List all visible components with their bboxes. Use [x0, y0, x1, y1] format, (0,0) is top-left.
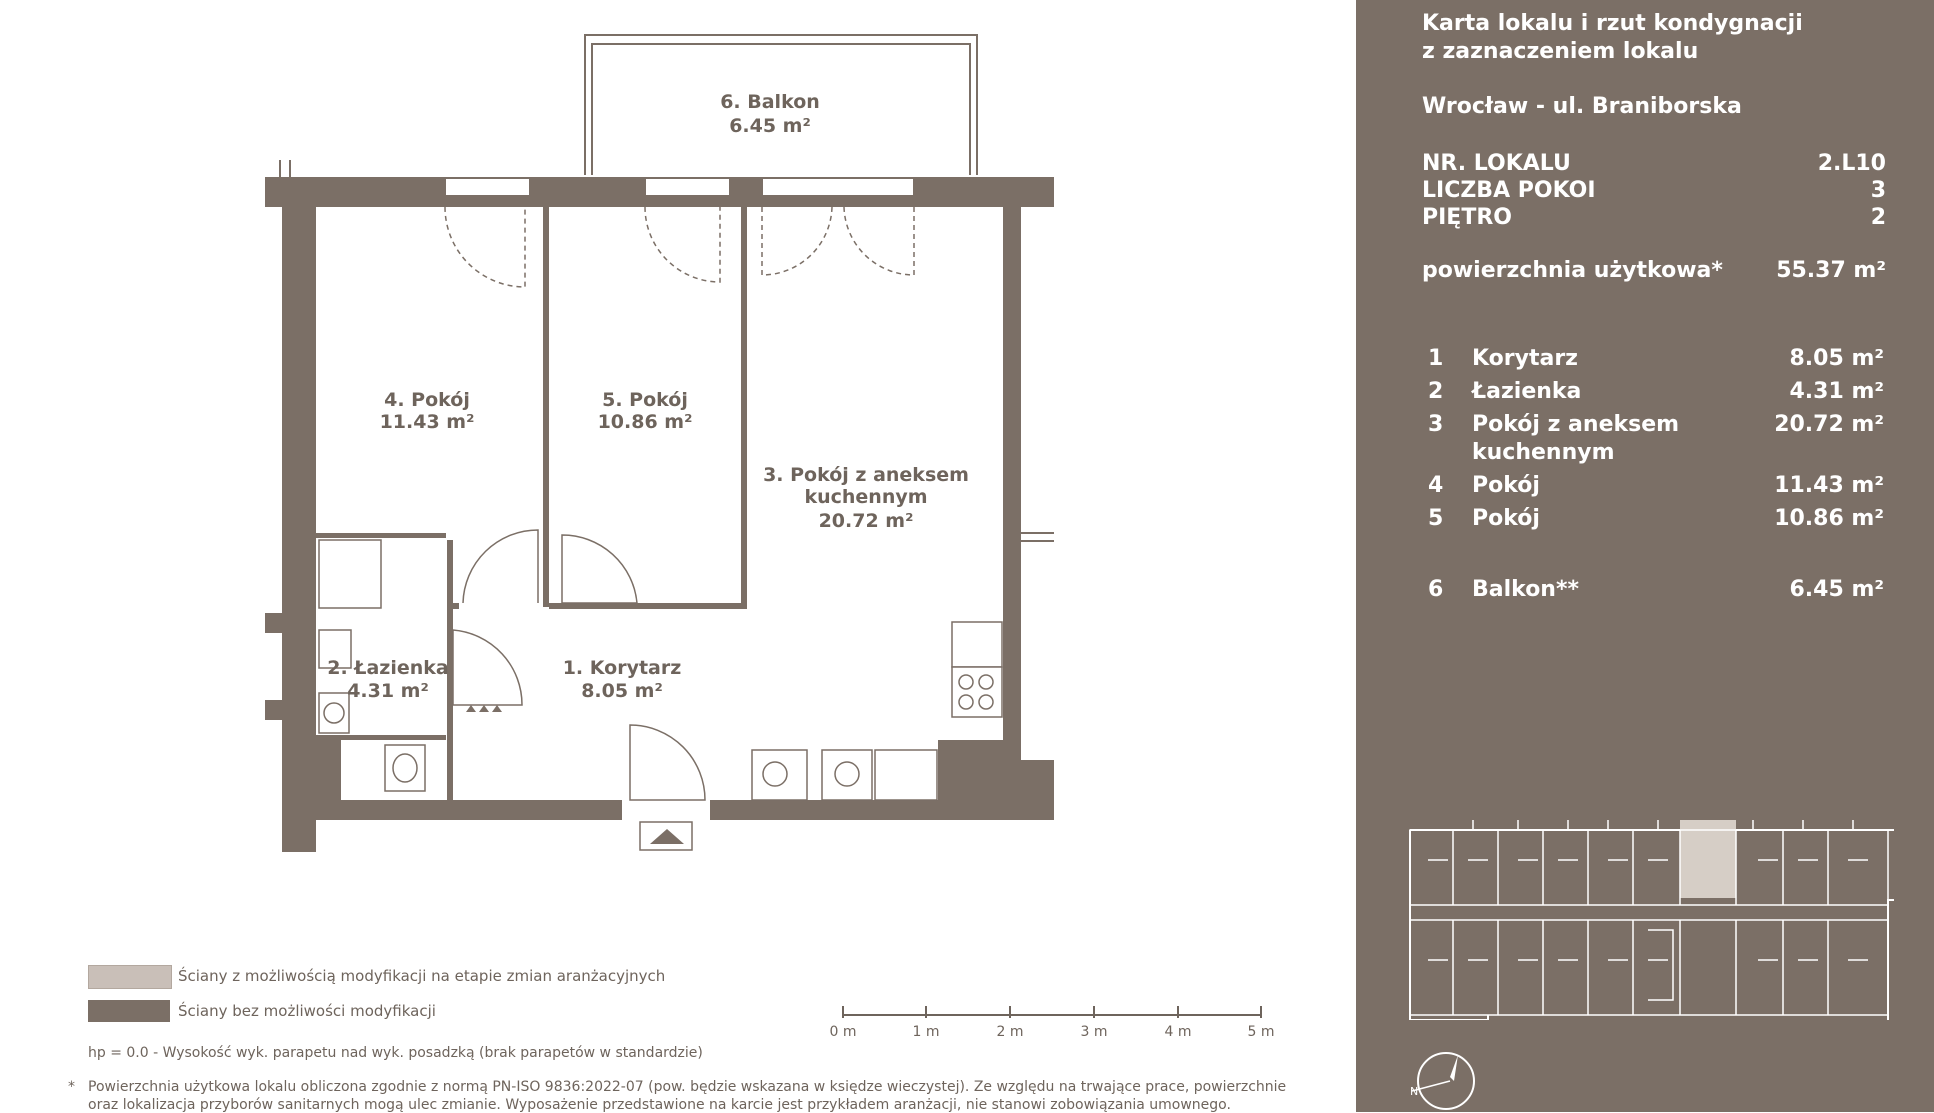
unit-number-row: [1422, 151, 1886, 179]
room-list-no: 2: [1428, 379, 1444, 404]
panel-title-line-1: Karta lokalu i rzut kondygnacji: [1422, 11, 1803, 36]
room-list-area: 20.72 m²: [1774, 412, 1884, 437]
scale-label-5: 5 m: [1247, 1024, 1275, 1040]
door-swings: [445, 207, 914, 287]
room-6-name: 6. Balkon: [720, 91, 820, 113]
room-list-no: 1: [1428, 346, 1444, 371]
legend-swatch-dark: [88, 1000, 170, 1022]
room-3-name: 3. Pokój z aneksem: [763, 464, 969, 486]
usable-area-row: [1422, 258, 1886, 286]
building-key-plan: [1408, 820, 1894, 1020]
room-list-area: 4.31 m²: [1789, 379, 1884, 404]
floor-label: PIĘTRO: [1422, 205, 1512, 230]
unit-number-value: 2.L10: [1817, 151, 1886, 176]
legend-text-fixed: Ściany bez możliwości modyfikacji: [178, 1002, 436, 1020]
scale-label-4: 4 m: [1164, 1024, 1192, 1040]
room-list-name: Pokój z aneksem kuchennym: [1472, 412, 1680, 465]
floor-row: [1422, 205, 1886, 233]
unit-number-label: NR. LOKALU: [1422, 151, 1571, 176]
legend-text-modifiable: Ściany z możliwością modyfikacji na etapie zmian aranżacyjnych: [178, 967, 666, 985]
room-5-name: 5. Pokój: [602, 389, 688, 411]
room-count-row: [1422, 178, 1886, 206]
room-list-no: 3: [1428, 412, 1444, 437]
floor-value: 2: [1870, 205, 1886, 230]
room-list-name: Korytarz: [1472, 346, 1578, 371]
windows: [445, 178, 914, 196]
scale-bar: [829, 1000, 1275, 1050]
room-2-name: 2. Łazienka: [327, 657, 449, 679]
room-1-name: 1. Korytarz: [562, 657, 682, 679]
room-count-value: 3: [1870, 178, 1886, 203]
location: Wrocław - ul. Braniborska: [1422, 94, 1742, 119]
room-1-area: 8.05 m²: [581, 680, 663, 702]
room-5-area: 10.86 m²: [597, 411, 693, 433]
legend-swatch-light: [88, 965, 172, 989]
room-list-no: 4: [1428, 473, 1444, 498]
room-list-name: Pokój: [1472, 473, 1540, 498]
scale-label-0: 0 m: [829, 1024, 857, 1040]
room-list-no: 5: [1428, 506, 1444, 531]
info-panel: [1356, 0, 1934, 1112]
scale-label-3: 3 m: [1080, 1024, 1108, 1040]
usable-area-label: powierzchnia użytkowa*: [1422, 258, 1723, 283]
footnote-star: *: [68, 1079, 75, 1095]
room-list-area: 10.86 m²: [1774, 506, 1884, 531]
entrance-marker: [640, 822, 692, 850]
highlighted-unit: [1680, 820, 1736, 898]
room-list-no: 6: [1428, 577, 1444, 602]
room-6-area: 6.45 m²: [729, 115, 811, 137]
outlet-marks: [466, 705, 502, 712]
footnote-line-1: Powierzchnia użytkowa lokalu obliczona zgodnie z normą PN-ISO 9836:2022-07 (pow. będzie wskazana w księdze wieczystej). Ze względu na trwające prace, powierzchnie: [88, 1079, 1287, 1095]
room-4-area: 11.43 m²: [379, 411, 475, 433]
room-2-area: 4.31 m²: [347, 680, 429, 702]
scale-label-1: 1 m: [912, 1024, 940, 1040]
panel-title-line-2: z zaznaczeniem lokalu: [1422, 39, 1699, 64]
room-count-label: LICZBA POKOI: [1422, 178, 1596, 203]
room-list-area: 6.45 m²: [1789, 577, 1884, 602]
panel-title: [1422, 10, 1803, 66]
scale-label-2: 2 m: [996, 1024, 1024, 1040]
footnote-line-2: oraz lokalizacja przyborów sanitarnych mogą ulec zmianie. Wyposażenie przedstawione na karcie jest przykładem aranżacji, nie stanowi zobowiązania umownego.: [88, 1097, 1231, 1113]
room-4-name: 4. Pokój: [384, 389, 470, 411]
compass-icon: [1410, 1045, 1490, 1112]
room-3-name2: kuchennym: [804, 486, 928, 508]
room-list-name: Łazienka: [1472, 379, 1582, 404]
room-list-name: Balkon**: [1472, 577, 1579, 602]
room-3-area: 20.72 m²: [818, 510, 914, 532]
svg-text:N: N: [1410, 1085, 1419, 1098]
hp-note: hp = 0.0 - Wysokość wyk. parapetu nad wyk. posadzką (brak parapetów w standardzie): [88, 1045, 703, 1061]
usable-area-value: 55.37 m²: [1776, 258, 1886, 283]
location-row: [1422, 94, 1886, 122]
room-list-area: 8.05 m²: [1789, 346, 1884, 371]
room-list-area: 11.43 m²: [1774, 473, 1884, 498]
room-list-name: Pokój: [1472, 506, 1540, 531]
